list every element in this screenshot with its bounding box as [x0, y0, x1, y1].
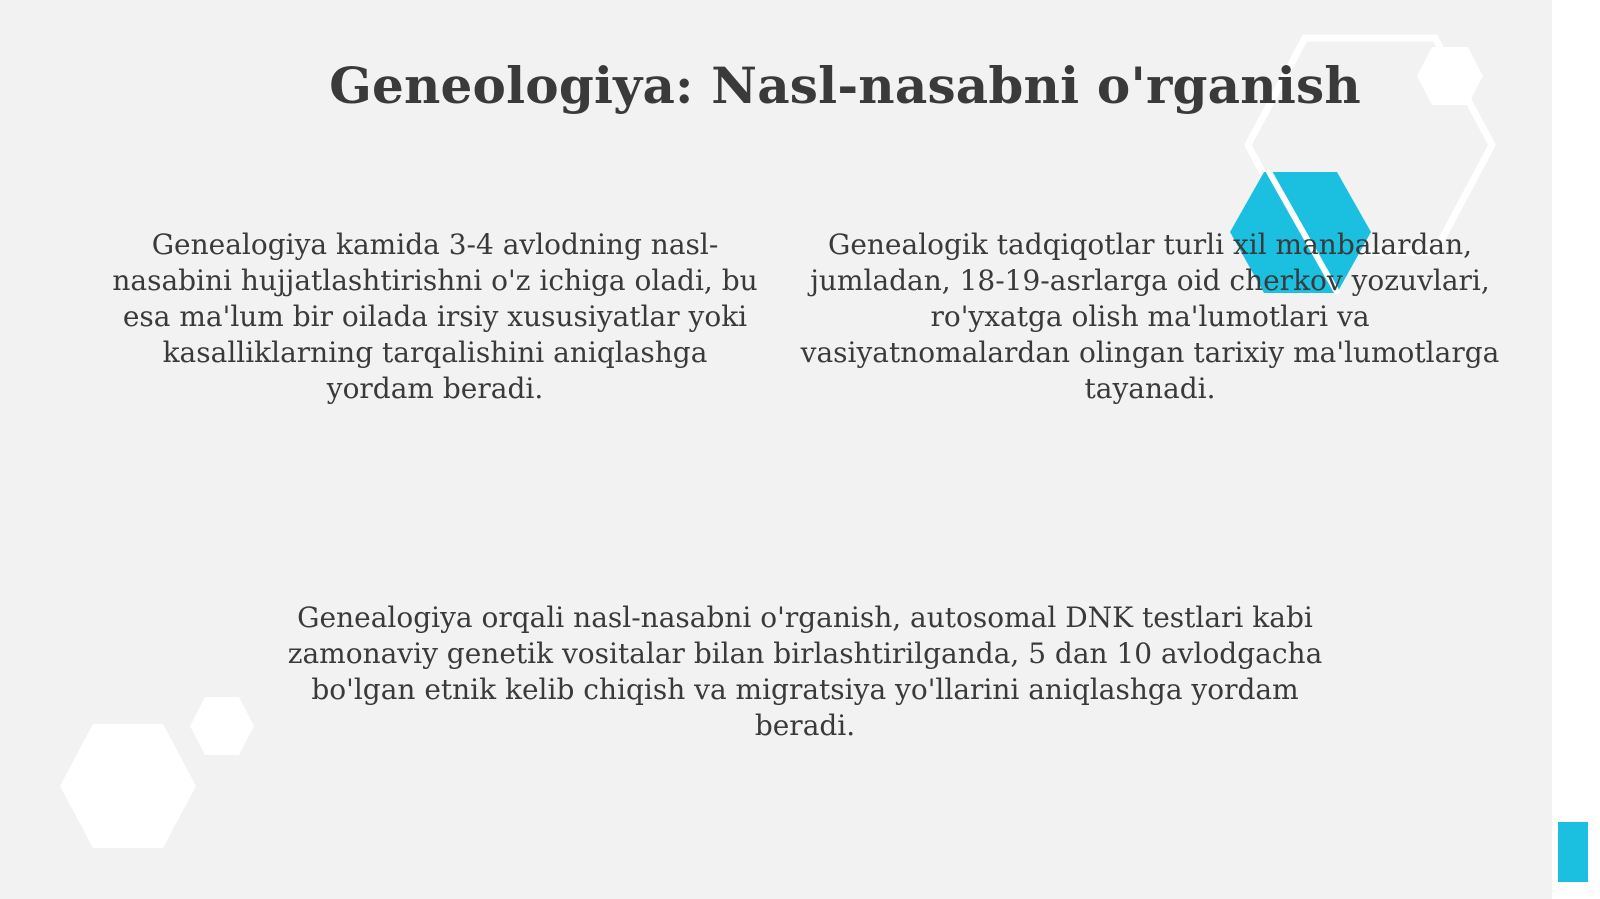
paragraph-right: Genealogik tadqiqotlar turli xil manbalardan, jumladan, 18-19-asrlarga oid cherkov yozuvlari, ro'yxatga olish ma'lumotlari va vasiyatnomalardan olingan tarixiy ma'lumotlarga tayanadi. — [800, 228, 1500, 405]
paragraph-left: Genealogiya kamida 3-4 avlodning nasl-nasabini hujjatlashtirishni o'z ichiga oladi, bu esa ma'lum bir oilada irsiy xususiyatlar yoki kasalliklarning tarqalishini aniqlashga yordam beradi. — [112, 228, 758, 405]
accent-tab — [1558, 822, 1588, 882]
slide-title: Geneologiya: Nasl-nasabni o'rganish — [329, 56, 1361, 115]
side-panel — [1552, 0, 1600, 899]
paragraph-bottom: Genealogiya orqali nasl-nasabni o'rganish, autosomal DNK testlari kabi zamonaviy genetik vositalar bilan birlashtirilganda, 5 dan 10 avlodgacha bo'lgan etnik kelib chiqish va migratsiya yo'llarini aniqlashga yordam beradi. — [287, 601, 1323, 742]
hexagon-white-large-decoration — [58, 722, 198, 850]
hexagon-white-medium-decoration — [188, 695, 256, 757]
